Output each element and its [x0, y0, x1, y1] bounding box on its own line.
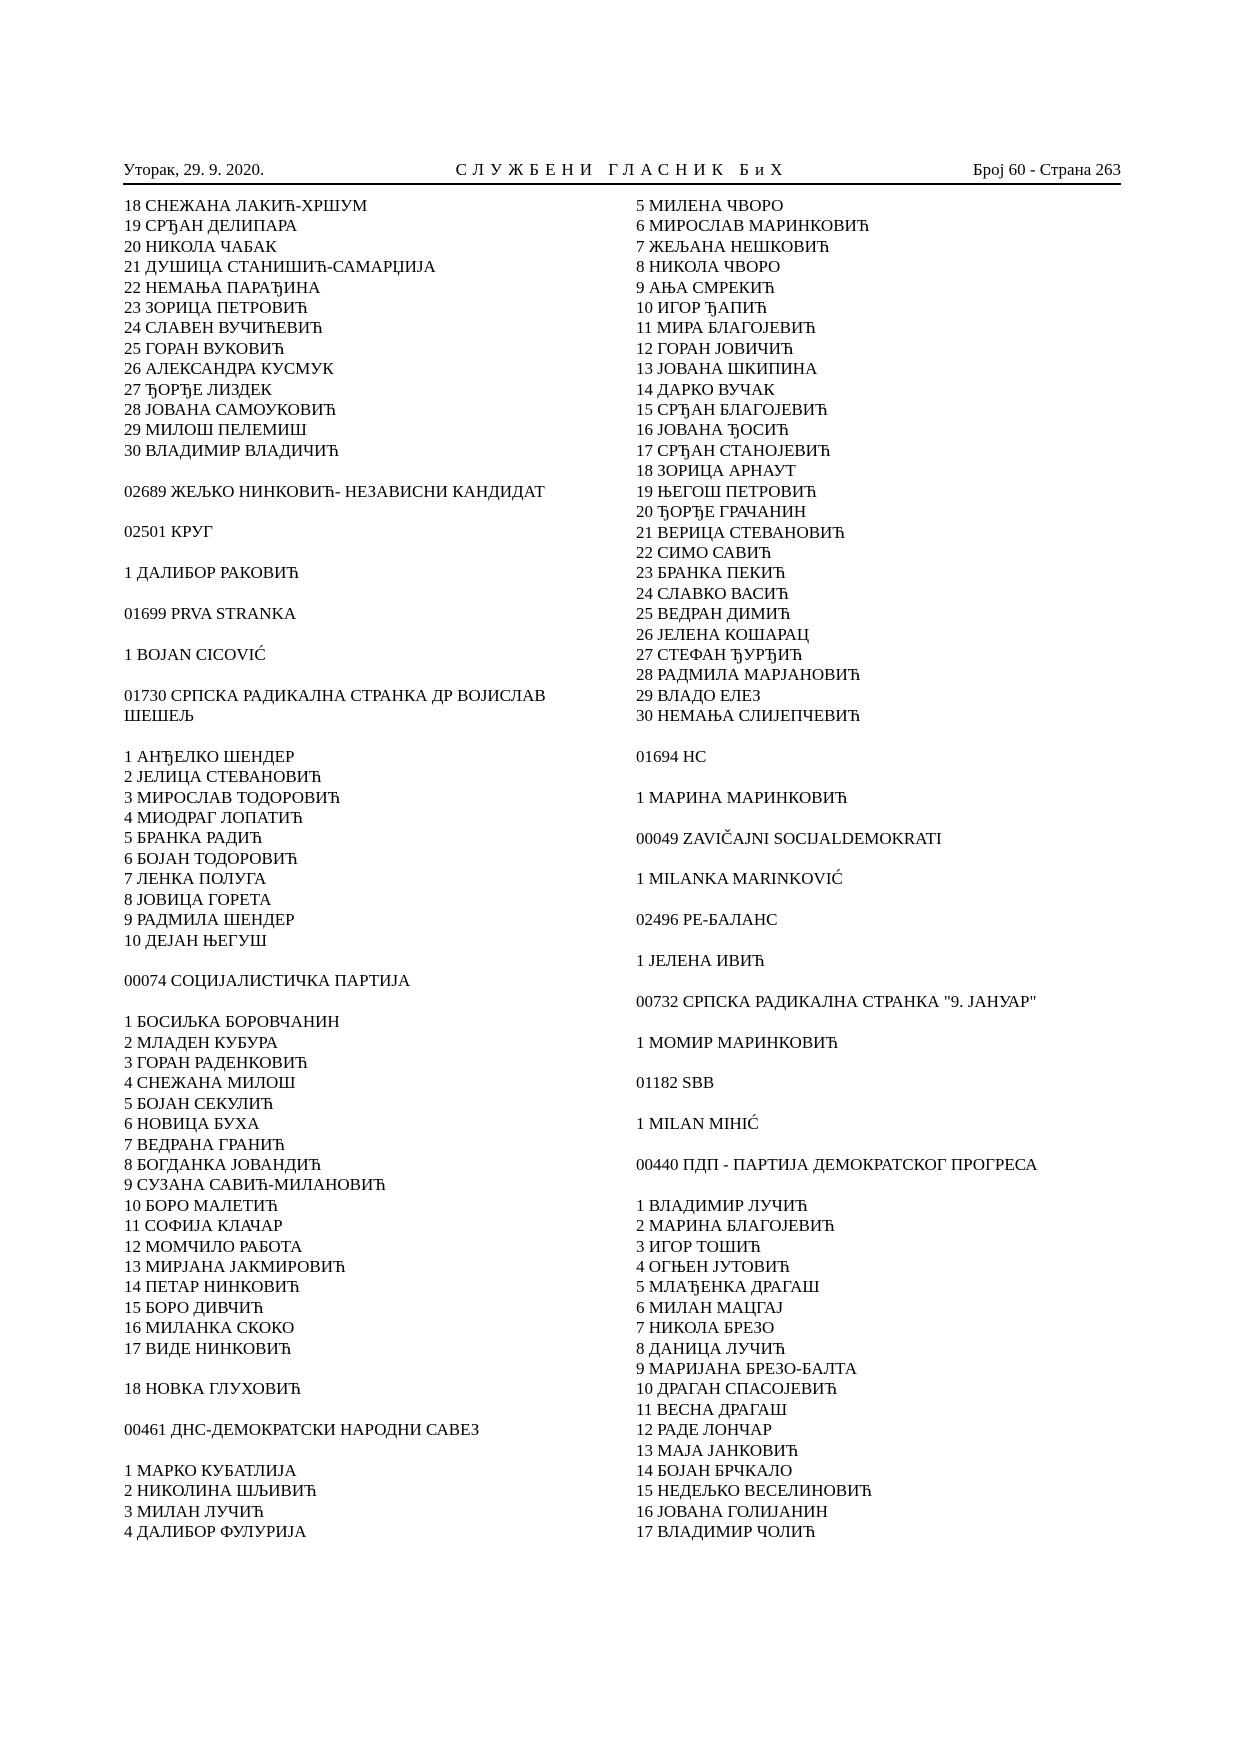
spacer-line — [636, 971, 1106, 991]
candidate-line: 6 МИЛАН МАЦГАЈ — [636, 1297, 784, 1317]
candidate-line: 27 СТЕФАН ЂУРЂИЋ — [636, 644, 803, 664]
spacer-line — [124, 726, 594, 746]
party-heading: 00461 ДНС-ДЕМОКРАТСКИ НАРОДНИ САВЕЗ — [124, 1420, 480, 1440]
party-heading: 00440 ПДП - ПАРТИЈА ДЕМОКРАТСКОГ ПРОГРЕСА — [636, 1154, 1038, 1174]
spacer-line — [636, 931, 1106, 951]
candidate-line: 10 ИГОР ЂАПИЋ — [636, 298, 768, 318]
candidate-line: 19 ЊЕГОШ ПЕТРОВИЋ — [636, 481, 817, 501]
party-heading: 01182 SBB — [636, 1073, 715, 1093]
spacer-line — [636, 1012, 1106, 1032]
candidate-line: 7 НИКОЛА БРЕЗО — [636, 1318, 775, 1338]
candidate-line: 9 МАРИЈАНА БРЕЗО-БАЛТА — [636, 1358, 857, 1378]
candidate-line: 12 ГОРАН ЈОВИЧИЋ — [636, 338, 794, 358]
header-title: СЛУЖБЕНИ ГЛАСНИК БиХ — [455, 160, 789, 179]
candidate-line: 8 ДАНИЦА ЛУЧИЋ — [636, 1338, 786, 1358]
spacer-line — [636, 727, 1106, 747]
candidate-line: 2 ЈЕЛИЦА СТЕВАНОВИЋ — [124, 767, 322, 787]
candidate-line: 20 НИКОЛА ЧАБАК — [124, 236, 277, 256]
spacer-line — [124, 461, 594, 481]
candidate-line: 1 ЈЕЛЕНА ИВИЋ — [636, 950, 765, 970]
candidate-line: 3 ГОРАН РАДЕНКОВИЋ — [124, 1052, 308, 1072]
left-column — [124, 196, 594, 1543]
candidate-line: 14 ПЕТАР НИНКОВИЋ — [124, 1277, 300, 1297]
candidate-line: 4 СНЕЖАНА МИЛОШ — [124, 1073, 296, 1093]
candidate-line: 1 МОМИР МАРИНКОВИЋ — [636, 1032, 839, 1052]
candidate-line: 10 БОРО МАЛЕТИЋ — [124, 1195, 278, 1215]
candidate-line: 6 БОЈАН ТОДОРОВИЋ — [124, 848, 298, 868]
candidate-line: 3 ИГОР ТОШИЋ — [636, 1236, 761, 1256]
candidate-line: 18 НОВКА ГЛУХОВИЋ — [124, 1379, 302, 1399]
candidate-line: 1 МАРИНА МАРИНКОВИЋ — [636, 787, 848, 807]
candidate-line: 1 АНЂЕЛКО ШЕНДЕР — [124, 746, 295, 766]
candidate-line: 6 НОВИЦА БУХА — [124, 1114, 260, 1134]
party-heading: 02496 РЕ-БАЛАНС — [636, 910, 778, 930]
party-heading: 00732 СРПСКА РАДИКАЛНА СТРАНКА "9. ЈАНУАР" — [636, 991, 1037, 1011]
candidate-line: 4 МИОДРАГ ЛОПАТИЋ — [124, 808, 303, 828]
candidate-line: 15 СРЂАН БЛАГОЈЕВИЋ — [636, 400, 828, 420]
spacer-line — [124, 951, 594, 971]
candidate-line: 26 ЈЕЛЕНА КОШАРАЦ — [636, 624, 810, 644]
candidate-line: 19 СРЂАН ДЕЛИПАРА — [124, 216, 298, 236]
page-header — [123, 157, 1121, 185]
candidate-line: 5 БРАНКА РАДИЋ — [124, 828, 263, 848]
candidate-line: 4 ДАЛИБОР ФУЛУРИЈА — [124, 1522, 307, 1542]
party-heading: 01699 PRVA STRANKA — [124, 604, 297, 624]
spacer-line — [636, 767, 1106, 787]
candidate-line: 7 ВЕДРАНА ГРАНИЋ — [124, 1134, 285, 1154]
spacer-line — [636, 849, 1106, 869]
spacer-line — [124, 624, 594, 644]
header-page-number: Број 60 - Страна 263 — [972, 160, 1121, 179]
spacer-line — [636, 1175, 1106, 1195]
spacer-line — [124, 1400, 594, 1420]
candidate-line: 22 СИМО САВИЋ — [636, 542, 772, 562]
candidate-line: 2 МАРИНА БЛАГОЈЕВИЋ — [636, 1216, 835, 1236]
candidate-line: 28 РАДМИЛА МАРЈАНОВИЋ — [636, 665, 861, 685]
party-heading: 00074 СОЦИЈАЛИСТИЧКА ПАРТИЈА — [124, 971, 411, 991]
candidate-line: 15 НЕДЕЉКО ВЕСЕЛИНОВИЋ — [636, 1481, 872, 1501]
party-heading: 01730 СРПСКА РАДИКАЛНА СТРАНКА ДР ВОЈИСЛАВ ШЕШЕЉ — [124, 685, 546, 726]
candidate-line: 17 ВИДЕ НИНКОВИЋ — [124, 1338, 292, 1358]
candidate-line: 1 MILANKA MARINKOVIĆ — [636, 869, 843, 889]
spacer-line — [124, 543, 594, 563]
spacer-line — [124, 665, 594, 685]
candidate-line: 8 НИКОЛА ЧВОРО — [636, 257, 781, 277]
candidate-line: 4 ОГЊЕН ЈУТОВИЋ — [636, 1256, 790, 1276]
candidate-line: 10 ДРАГАН СПАСОЈЕВИЋ — [636, 1379, 838, 1399]
candidate-line: 1 ДАЛИБОР РАКОВИЋ — [124, 563, 300, 583]
candidate-line: 1 BOJAN CICOVIĆ — [124, 644, 266, 664]
candidate-line: 2 МЛАДЕН КУБУРА — [124, 1032, 278, 1052]
candidate-line: 1 MILAN MIHIĆ — [636, 1114, 759, 1134]
spacer-line — [636, 1094, 1106, 1114]
spacer-line — [636, 808, 1106, 828]
candidate-line: 14 ДАРКО ВУЧАК — [636, 379, 775, 399]
candidate-line: 25 ГОРАН ВУКОВИЋ — [124, 338, 285, 358]
spacer-line — [124, 992, 594, 1012]
spacer-line — [124, 584, 594, 604]
party-heading: 02501 КРУГ — [124, 522, 213, 542]
spacer-line — [124, 502, 594, 522]
candidate-line: 30 ВЛАДИМИР ВЛАДИЧИЋ — [124, 440, 340, 460]
candidate-line: 3 МИЛАН ЛУЧИЋ — [124, 1501, 264, 1521]
candidate-line: 28 ЈОВАНА САМОУКОВИЋ — [124, 400, 337, 420]
candidate-line: 24 СЛАВКО ВАСИЋ — [636, 583, 789, 603]
candidate-line: 3 МИРОСЛАВ ТОДОРОВИЋ — [124, 787, 341, 807]
spacer-line — [124, 1441, 594, 1461]
candidate-line: 7 ЖЕЉАНА НЕШКОВИЋ — [636, 236, 830, 256]
candidate-line: 23 ЗОРИЦА ПЕТРОВИЋ — [124, 298, 308, 318]
candidate-line: 18 СНЕЖАНА ЛАКИЋ-ХРШУМ — [124, 196, 368, 215]
candidate-line: 29 МИЛОШ ПЕЛЕМИШ — [124, 420, 307, 440]
candidate-line: 20 ЂОРЂЕ ГРАЧАНИН — [636, 502, 807, 522]
candidate-line: 2 НИКОЛИНА ШЉИВИЋ — [124, 1481, 317, 1501]
candidate-line: 1 БОСИЉКА БОРОВЧАНИН — [124, 1012, 340, 1032]
candidate-line: 26 АЛЕКСАНДРА КУСМУК — [124, 359, 334, 379]
candidate-line: 27 ЂОРЂЕ ЛИЗДЕК — [124, 379, 272, 399]
candidate-line: 5 МЛАЂЕНКА ДРАГАШ — [636, 1277, 820, 1297]
candidate-line: 30 НЕМАЊА СЛИЈЕПЧЕВИЋ — [636, 706, 861, 726]
party-heading: 02689 ЖЕЉКО НИНКОВИЋ- НЕЗАВИСНИ КАНДИДАТ — [124, 481, 545, 501]
candidate-line: 17 СРЂАН СТАНОЈЕВИЋ — [636, 440, 831, 460]
candidate-line: 25 ВЕДРАН ДИМИЋ — [636, 604, 791, 624]
candidate-line: 10 ДЕЈАН ЊЕГУШ — [124, 930, 267, 950]
candidate-line: 13 ЈОВАНА ШКИПИНА — [636, 359, 818, 379]
candidate-line: 11 СОФИЈА КЛАЧАР — [124, 1216, 283, 1236]
party-heading: 00049 ZAVIČAJNI SOCIJALDEMOKRATI — [636, 828, 942, 848]
spacer-line — [636, 890, 1106, 910]
candidate-line: 5 БОЈАН СЕКУЛИЋ — [124, 1093, 274, 1113]
candidate-line: 12 МОМЧИЛО РАБОТА — [124, 1236, 303, 1256]
candidate-line: 11 ВЕСНА ДРАГАШ — [636, 1399, 788, 1419]
spacer-line — [124, 1359, 594, 1379]
candidate-line: 21 ДУШИЦА СТАНИШИЋ-САМАРЏИЈА — [124, 257, 436, 277]
candidate-line: 15 БОРО ДИВЧИЋ — [124, 1297, 264, 1317]
spacer-line — [636, 1053, 1106, 1073]
spacer-line — [636, 1135, 1106, 1155]
candidate-line: 9 РАДМИЛА ШЕНДЕР — [124, 910, 295, 930]
candidate-line: 16 ЈОВАНА ГОЛИЈАНИН — [636, 1501, 828, 1521]
candidate-line: 16 ЈОВАНА ЂОСИЋ — [636, 420, 789, 440]
candidate-line: 1 ВЛАДИМИР ЛУЧИЋ — [636, 1195, 808, 1215]
candidate-line: 14 БОЈАН БРЧКАЛО — [636, 1461, 793, 1480]
header-date: Уторак, 29. 9. 2020. — [123, 160, 265, 179]
candidate-line: 11 МИРА БЛАГОЈЕВИЋ — [636, 318, 816, 338]
candidate-line: 7 ЛЕНКА ПОЛУГА — [124, 869, 267, 889]
party-heading: 01694 НС — [636, 746, 707, 766]
candidate-line: 12 РАДЕ ЛОНЧАР — [636, 1420, 772, 1440]
candidate-line: 23 БРАНКА ПЕКИЋ — [636, 563, 786, 583]
candidate-line: 18 ЗОРИЦА АРНАУТ — [636, 461, 796, 481]
right-column — [636, 196, 1106, 1543]
candidate-line: 5 МИЛЕНА ЧВОРО — [636, 196, 784, 215]
candidate-line: 16 МИЛАНКА СКОКО — [124, 1318, 295, 1338]
candidate-line: 13 МИРЈАНА ЈАКМИРОВИЋ — [124, 1256, 346, 1276]
candidate-line: 8 ЈОВИЦА ГОРЕТА — [124, 889, 272, 909]
candidate-line: 24 СЛАВЕН ВУЧИЋЕВИЋ — [124, 318, 323, 338]
candidate-line: 8 БОГДАНКА ЈОВАНДИЋ — [124, 1154, 322, 1174]
candidate-line: 9 СУЗАНА САВИЋ-МИЛАНОВИЋ — [124, 1175, 386, 1195]
candidate-line: 6 МИРОСЛАВ МАРИНКОВИЋ — [636, 216, 870, 236]
candidate-line: 1 МАРКО КУБАТЛИЈА — [124, 1461, 297, 1480]
candidate-line: 9 АЊА СМРЕКИЋ — [636, 277, 775, 297]
candidate-line: 21 ВЕРИЦА СТЕВАНОВИЋ — [636, 522, 845, 542]
candidate-line: 13 МАЈА ЈАНКОВИЋ — [636, 1440, 799, 1460]
candidate-line: 22 НЕМАЊА ПАРАЂИНА — [124, 277, 321, 297]
candidate-line: 17 ВЛАДИМИР ЧОЛИЋ — [636, 1522, 816, 1542]
candidate-line: 29 ВЛАДО ЕЛЕЗ — [636, 685, 761, 705]
